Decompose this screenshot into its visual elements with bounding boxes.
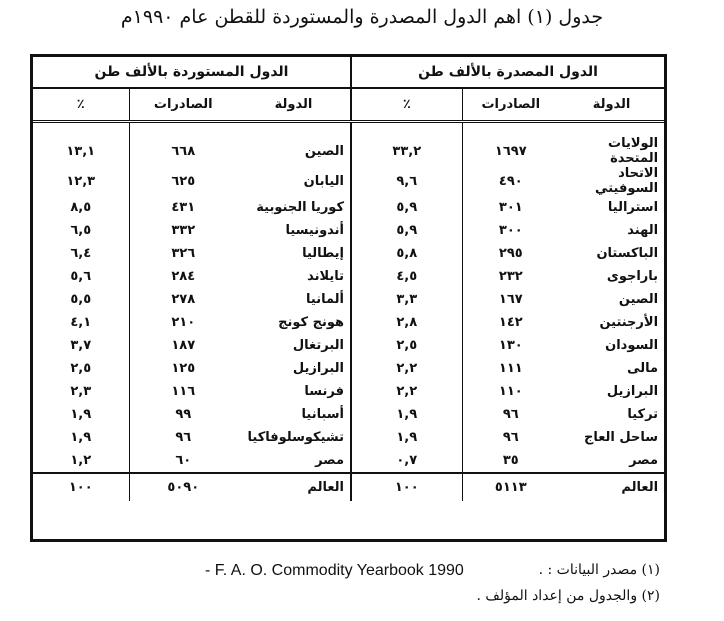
exporter-value-cell: ١٣٠ <box>462 334 559 357</box>
footnote-source-label: (١) مصدر البيانات : . <box>538 562 660 578</box>
importer-pct-cell: ٥,٥ <box>70 292 92 307</box>
importer-country-cell: ألمانيا <box>306 292 345 307</box>
table-body <box>33 122 664 502</box>
importer-total-value-cell: ٥٠٩٠ <box>129 473 237 501</box>
importer-pct-cell: ١٣,١ <box>66 143 96 159</box>
importer-pct-cell: ٤,١ <box>70 315 92 330</box>
importer-pct-cell: ٦,٥ <box>70 223 92 238</box>
importer-country-cell: الصين <box>304 143 345 159</box>
importer-pct-cell: ٢,٣ <box>70 384 92 399</box>
importer-value-cell: ١٢٥ <box>129 357 237 380</box>
exporter-country-cell: مصر <box>629 453 659 468</box>
exporters-pct-header: ٪ <box>351 88 462 122</box>
exporter-country-cell: باراجوى <box>606 269 659 284</box>
exporter-pct-cell: ٣,٣ <box>351 288 462 311</box>
importer-value-cell: ٦٠ <box>129 449 237 473</box>
exporter-pct-cell: ١,٩ <box>351 426 462 449</box>
table-row <box>33 403 664 426</box>
exporter-country-cell: الأرجنتين <box>599 315 659 330</box>
table-row <box>33 196 664 219</box>
exporter-value-cell: ٣٥ <box>462 449 559 473</box>
exporter-country-cell: الولايات المتحدة <box>608 136 659 166</box>
exporter-country-cell: ساحل العاج <box>583 430 659 445</box>
exporter-country-cell: تركيا <box>627 407 659 422</box>
exporter-pct-cell: ٢,٢ <box>351 380 462 403</box>
importer-country-cell: أسبانيا <box>301 407 345 422</box>
importer-country-cell: مصر <box>315 453 345 468</box>
exporter-pct-cell: ٩,٦ <box>351 166 462 196</box>
exporter-value-cell: ٣٠٠ <box>462 219 559 242</box>
table-row <box>33 265 664 288</box>
exporter-pct-cell: ٥,٩ <box>351 196 462 219</box>
importer-pct-cell: ١,٩ <box>70 407 92 422</box>
importer-pct-cell: ٢,٥ <box>70 361 92 376</box>
group-header-row <box>33 57 664 88</box>
exporters-value-header: الصادرات <box>462 88 559 122</box>
importer-pct-cell: ٣,٧ <box>70 338 92 353</box>
exporter-country-cell: الصين <box>618 292 659 307</box>
importer-value-cell: ٣٢٦ <box>129 242 237 265</box>
exporter-pct-cell: ٣٣,٢ <box>351 136 462 166</box>
importer-value-cell: ٦٦٨ <box>129 136 237 166</box>
exporter-country-cell: السودان <box>605 338 659 353</box>
exporter-value-cell: ١٦٧ <box>462 288 559 311</box>
total-row <box>33 473 664 501</box>
table-row <box>33 334 664 357</box>
exporter-country-cell: استراليا <box>607 200 659 215</box>
exporter-pct-cell: ١,٩ <box>351 403 462 426</box>
exporter-value-cell: ١١٠ <box>462 380 559 403</box>
exporter-value-cell: ١١١ <box>462 357 559 380</box>
exporter-country-cell: البرازيل <box>606 384 659 399</box>
importer-value-cell: ٢٧٨ <box>129 288 237 311</box>
table-row <box>33 426 664 449</box>
exporter-pct-cell: ٥,٨ <box>351 242 462 265</box>
table-row <box>33 357 664 380</box>
exporter-country-cell: الباكستان <box>596 246 659 261</box>
exporter-country-cell: مالى <box>627 361 659 376</box>
importer-value-cell: ٤٣١ <box>129 196 237 219</box>
importer-value-cell: ٣٣٢ <box>129 219 237 242</box>
table-row <box>33 219 664 242</box>
importer-country-cell: اليابان <box>303 173 345 189</box>
exporter-value-cell: ٩٦ <box>462 426 559 449</box>
column-header-row <box>33 88 664 122</box>
exporter-value-cell: ٢٣٢ <box>462 265 559 288</box>
exporter-country-cell: الاتحاد السوفيتي <box>595 166 659 196</box>
importers-value-header: الصادرات <box>129 88 237 122</box>
importer-value-cell: ٩٩ <box>129 403 237 426</box>
exporters-group-header: الدول المصدرة بالألف طن <box>351 57 664 88</box>
exporter-value-cell: ٢٩٥ <box>462 242 559 265</box>
footnote-source-reference: - F. A. O. Commodity Yearbook 1990 <box>205 562 464 579</box>
importers-country-header: الدولة <box>237 88 351 122</box>
table-row <box>33 288 664 311</box>
exporter-pct-cell: ٤,٥ <box>351 265 462 288</box>
exporter-value-cell: ٣٠١ <box>462 196 559 219</box>
table-row <box>33 311 664 334</box>
exporter-value-cell: ٤٩٠ <box>462 166 559 196</box>
footnote-author-text: (٢) والجدول من إعداد المؤلف . <box>476 588 660 604</box>
table-row <box>33 449 664 473</box>
cotton-trade-table <box>33 57 664 501</box>
exporter-pct-cell: ٠,٧ <box>351 449 462 473</box>
importer-total-pct-cell: ١٠٠ <box>33 473 129 501</box>
importer-pct-cell: ١,٢ <box>70 453 92 468</box>
exporter-total-pct-cell: ١٠٠ <box>351 473 462 501</box>
table-row <box>33 380 664 403</box>
exporter-pct-cell: ٥,٩ <box>351 219 462 242</box>
importer-country-cell: فرنسا <box>304 384 345 399</box>
exporter-value-cell: ١٦٩٧ <box>462 136 559 166</box>
importer-value-cell: ١٨٧ <box>129 334 237 357</box>
spacer-row <box>33 122 664 137</box>
table-row <box>33 242 664 265</box>
exporter-pct-cell: ٢,٥ <box>351 334 462 357</box>
importer-value-cell: ٢٨٤ <box>129 265 237 288</box>
importer-country-cell: تشيكوسلوفاكيا <box>247 430 345 445</box>
importers-pct-header: ٪ <box>33 88 129 122</box>
table-title: جدول (١) اهم الدول المصدرة والمستوردة للقطن عام ١٩٩٠م <box>120 6 604 28</box>
exporter-total-value-cell: ٥١١٣ <box>462 473 559 501</box>
exporter-value-cell: ٩٦ <box>462 403 559 426</box>
exporter-pct-cell: ٢,٢ <box>351 357 462 380</box>
importer-total-country-cell: العالم <box>237 473 351 501</box>
importers-group-header: الدول المستوردة بالألف طن <box>33 57 351 88</box>
importer-pct-cell: ٨,٥ <box>70 200 92 215</box>
table-row <box>33 136 664 166</box>
importer-country-cell: البرازيل <box>292 361 345 376</box>
exporter-value-cell: ١٤٢ <box>462 311 559 334</box>
importer-country-cell: هونج كونج <box>278 315 345 330</box>
importer-country-cell: تايلاند <box>307 269 345 284</box>
exporter-total-country-cell: العالم <box>559 473 664 501</box>
exporter-country-cell: الهند <box>627 223 659 238</box>
exporter-pct-cell: ٢,٨ <box>351 311 462 334</box>
importer-pct-cell: ٦,٤ <box>70 246 92 261</box>
importer-country-cell: البرتغال <box>292 338 345 353</box>
cotton-trade-table-frame <box>30 54 667 542</box>
importer-value-cell: ٩٦ <box>129 426 237 449</box>
importer-pct-cell: ١,٩ <box>70 430 92 445</box>
importer-country-cell: أندونيسيا <box>285 223 345 238</box>
importer-country-cell: إيطاليا <box>302 246 345 261</box>
importer-value-cell: ٢١٠ <box>129 311 237 334</box>
exporters-country-header: الدولة <box>559 88 664 122</box>
importer-value-cell: ٦٢٥ <box>129 166 237 196</box>
table-row <box>33 166 664 196</box>
importer-pct-cell: ١٢,٣ <box>66 173 96 189</box>
importer-pct-cell: ٥,٦ <box>70 269 92 284</box>
importer-value-cell: ١١٦ <box>129 380 237 403</box>
importer-country-cell: كوريا الجنوبية <box>256 200 345 215</box>
